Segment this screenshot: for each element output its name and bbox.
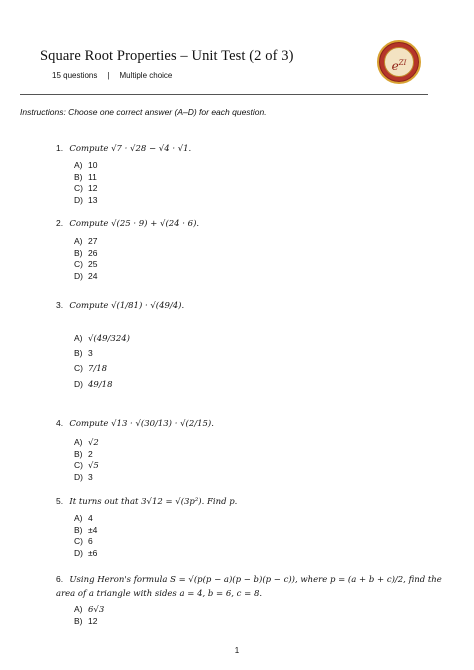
answer-option[interactable]: D) 3 xyxy=(74,471,93,482)
answer-option[interactable]: B) ±4 xyxy=(74,524,98,535)
question-1 xyxy=(56,143,191,154)
logo-text: $e^{ZI}$ xyxy=(391,59,407,73)
question-number: 1. xyxy=(56,143,64,153)
question-5 xyxy=(56,496,237,507)
question-3 xyxy=(56,300,184,311)
answer-option[interactable]: D) 13 xyxy=(74,194,98,205)
question-number: 2. xyxy=(56,218,64,228)
subtitle-separator: | xyxy=(107,71,110,80)
test-subtitle xyxy=(52,71,172,80)
question-6-options xyxy=(74,604,104,627)
answer-option[interactable]: B) 26 xyxy=(74,247,98,258)
answer-option[interactable]: B) 12 xyxy=(74,615,98,626)
question-5-options xyxy=(74,513,97,559)
answer-option[interactable]: C) 12 xyxy=(74,183,98,193)
answer-option[interactable]: D) 24 xyxy=(74,270,98,281)
question-6 xyxy=(56,573,446,601)
question-3-options xyxy=(74,330,130,392)
publisher-logo xyxy=(377,40,421,84)
test-type: Multiple choice xyxy=(119,71,173,80)
question-1-options xyxy=(74,160,97,206)
question-number: 3. xyxy=(56,300,64,310)
instructions: Instructions: Choose one correct answer (A–D) for each question. xyxy=(20,107,267,117)
answer-option[interactable]: B) 3 xyxy=(74,348,93,358)
question-number: 6. xyxy=(56,574,64,584)
question-prompt: Compute √(25 · 9) + √(24 · 6). xyxy=(69,219,200,229)
question-2 xyxy=(56,218,199,229)
answer-option[interactable]: D) ±6 xyxy=(74,547,98,558)
answer-option[interactable]: C) 25 xyxy=(74,259,98,269)
answer-option[interactable]: C) 7/18 xyxy=(74,363,108,374)
question-prompt: It turns out that 3√12 = √(3p²). Find p. xyxy=(69,497,238,507)
answer-option[interactable]: A) 27 xyxy=(74,236,98,246)
question-4-options xyxy=(74,437,99,483)
question-4 xyxy=(56,418,214,429)
question-count: 15 questions xyxy=(52,71,98,80)
answer-option[interactable]: A) √2 xyxy=(74,437,99,448)
answer-option[interactable]: C) 6 xyxy=(74,536,93,546)
answer-option[interactable]: B) 11 xyxy=(74,171,97,182)
question-prompt: Compute √13 · √(30/13) · √(2/15). xyxy=(69,419,214,429)
header-divider xyxy=(20,94,428,95)
question-number: 5. xyxy=(56,496,64,506)
answer-option[interactable]: A) 4 xyxy=(74,513,93,523)
answer-option[interactable]: D) 49/18 xyxy=(74,379,113,390)
answer-option[interactable]: A) 6√3 xyxy=(74,604,105,615)
question-prompt: Compute √(1/81) · √(49/4). xyxy=(69,301,185,311)
page-number: 1 xyxy=(234,646,240,655)
answer-option[interactable]: A) √(49/324) xyxy=(74,333,130,344)
question-prompt: Compute √7 · √28 − √4 · √1. xyxy=(69,144,192,154)
logo-inner-seal xyxy=(384,47,414,77)
page-title: Square Root Properties – Unit Test (2 of 3) xyxy=(40,48,294,64)
question-number: 4. xyxy=(56,418,64,428)
answer-option[interactable]: A) 10 xyxy=(74,160,98,170)
question-prompt: Using Heron's formula S = √(p(p − a)(p − b)(p − c)), where p = (a + b + c)/2, find the area of a triangle with sides a = 4, b = 6, c = 8. xyxy=(56,575,442,599)
answer-option[interactable]: B) 2 xyxy=(74,448,93,459)
answer-option[interactable]: C) √5 xyxy=(74,460,99,471)
question-2-options xyxy=(74,236,97,282)
